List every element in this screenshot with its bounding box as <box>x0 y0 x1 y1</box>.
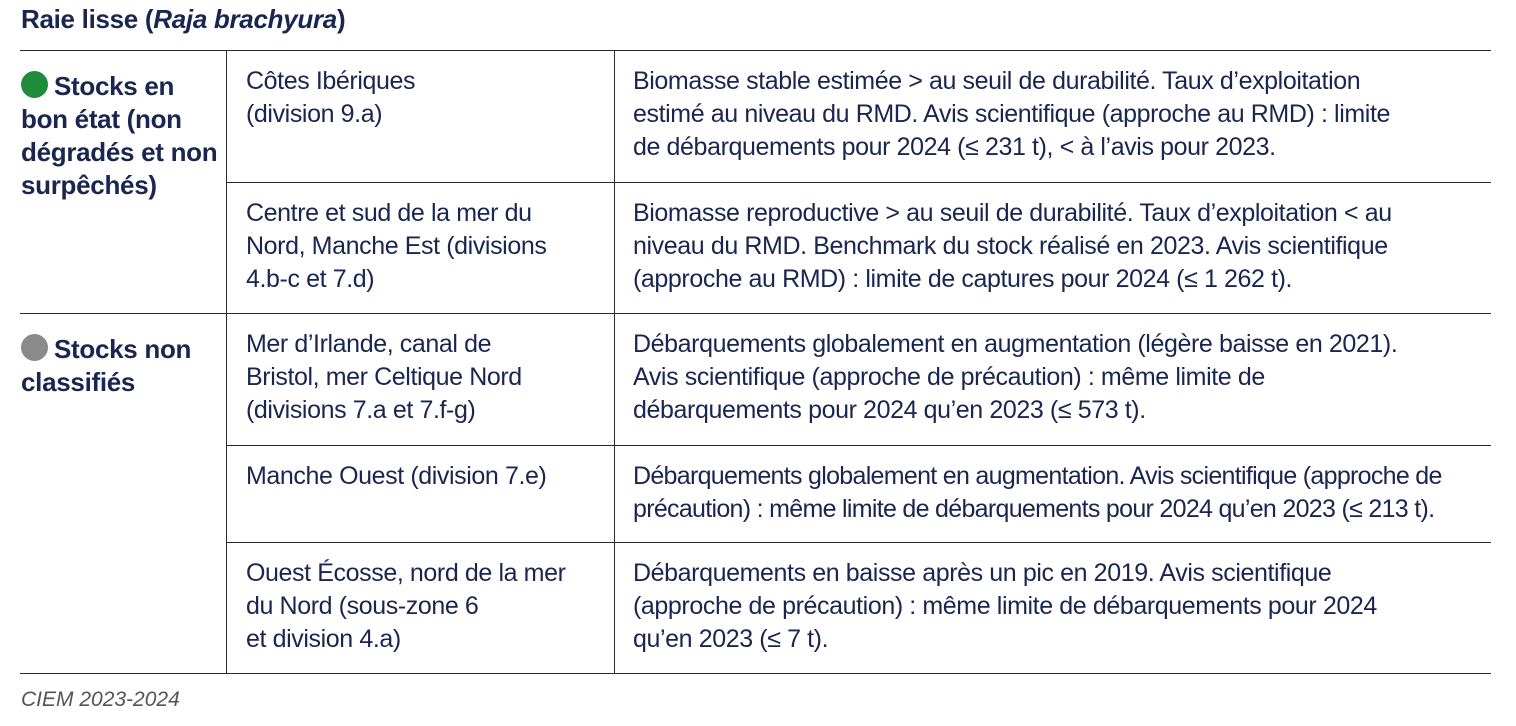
region-line: (division 9.a) <box>246 100 383 128</box>
advice-line: Débarquements en baisse après un pic en 2019. Avis scientifique <box>633 559 1332 587</box>
advice-line: estimé au niveau du RMD. Avis scientifique (approche au RMD) : limite <box>633 100 1390 128</box>
category-divider-rule <box>20 313 1491 314</box>
row-divider-rule <box>226 445 1491 446</box>
region-line: Centre et sud de la mer du <box>246 199 532 227</box>
table-row-region <box>246 557 606 656</box>
title-suffix: ) <box>336 4 346 34</box>
category-unclassified <box>21 333 221 399</box>
table-row-region <box>246 65 606 131</box>
row-divider-rule <box>226 182 1491 183</box>
category-label: Stocks en bon état (non dégradés et non surpêchés) <box>21 71 218 200</box>
advice-line: Débarquements globalement en augmentation. Avis scientifique (approche de <box>633 462 1442 490</box>
category-label: Stocks non classifiés <box>21 334 192 397</box>
table-row-advice <box>633 557 1493 656</box>
table-row-advice <box>633 197 1493 296</box>
table-top-rule <box>20 50 1491 51</box>
region-line: et division 4.a) <box>246 625 401 653</box>
row-divider-rule <box>226 542 1491 543</box>
region-line: Mer d’Irlande, canal de <box>246 330 492 358</box>
column-divider <box>226 51 227 673</box>
title-prefix: Raie lisse ( <box>21 4 154 34</box>
advice-line: qu’en 2023 (≤ 7 t). <box>633 625 829 653</box>
table-row-region <box>246 328 606 427</box>
advice-line: Avis scientifique (approche de précaution) : même limite de <box>633 363 1265 391</box>
column-divider <box>614 51 615 673</box>
table-row-advice <box>633 328 1493 427</box>
table-row-advice <box>633 460 1493 526</box>
region-line: (divisions 7.a et 7.f-g) <box>246 396 476 424</box>
table-bottom-rule <box>20 673 1491 674</box>
green-dot-icon <box>21 71 48 98</box>
region-line: Ouest Écosse, nord de la mer <box>246 559 566 587</box>
region-line: Bristol, mer Celtique Nord <box>246 363 522 391</box>
advice-line: Débarquements globalement en augmentation (légère baisse en 2021). <box>633 330 1398 358</box>
table-row-advice <box>633 65 1493 164</box>
region-line: Manche Ouest (division 7.e) <box>246 462 547 490</box>
advice-line: débarquements pour 2024 qu’en 2023 (≤ 573 t). <box>633 396 1146 424</box>
advice-line: (approche de précaution) : même limite de débarquements pour 2024 <box>633 592 1377 620</box>
region-line: Côtes Ibériques <box>246 67 416 95</box>
gray-dot-icon <box>21 334 48 361</box>
table-title <box>21 4 345 35</box>
advice-line: Biomasse stable estimée > au seuil de durabilité. Taux d’exploitation <box>633 67 1361 95</box>
category-good-state <box>21 70 221 202</box>
region-line: 4.b-c et 7.d) <box>246 265 375 293</box>
advice-line: Biomasse reproductive > au seuil de durabilité. Taux d’exploitation < au <box>633 199 1392 227</box>
table-row-region <box>246 460 606 493</box>
title-species: Raja brachyura <box>153 4 337 34</box>
advice-line: niveau du RMD. Benchmark du stock réalisé en 2023. Avis scientifique <box>633 232 1388 260</box>
region-line: du Nord (sous-zone 6 <box>246 592 479 620</box>
advice-line: (approche au RMD) : limite de captures pour 2024 (≤ 1 262 t). <box>633 265 1293 293</box>
source-note: CIEM 2023-2024 <box>21 688 180 711</box>
region-line: Nord, Manche Est (divisions <box>246 232 547 260</box>
advice-line: précaution) : même limite de débarquements pour 2024 qu’en 2023 (≤ 213 t). <box>633 495 1435 523</box>
table-row-region <box>246 197 606 296</box>
advice-line: de débarquements pour 2024 (≤ 231 t), < à l’avis pour 2023. <box>633 133 1276 161</box>
